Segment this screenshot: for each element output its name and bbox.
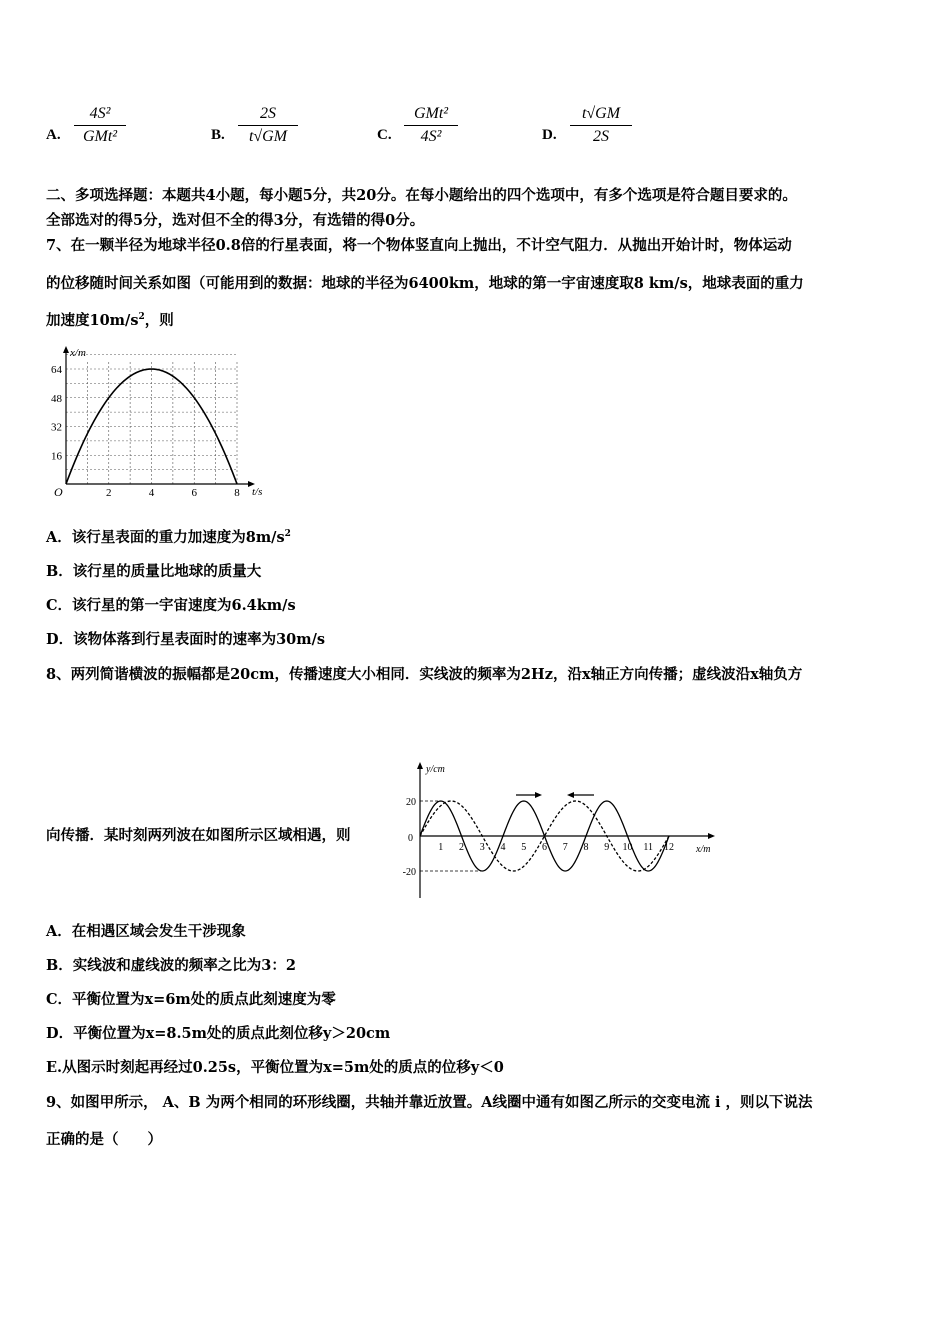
q7-chart-xlabel: t/s	[252, 486, 263, 498]
q6-option-a-denominator: GMt²	[82, 128, 118, 145]
q7-option-a-sup: 2	[284, 529, 291, 539]
x-tick-label: 3	[479, 842, 485, 853]
q8-option-a: A．在相遇区域会发生干涉现象	[46, 923, 246, 940]
x-tick-label: 10	[622, 842, 633, 853]
x-tick-label: 12	[664, 842, 674, 853]
q6-option-d-label: D.	[542, 127, 557, 143]
q6-option-c-denominator: 4S²	[420, 128, 442, 145]
q8-chart-axes	[403, 762, 715, 898]
x-tick-label: 8	[583, 842, 589, 853]
q8-chart-origin: 0	[408, 833, 413, 844]
q7-chart-origin: O	[54, 485, 63, 499]
q6-option-b-label: B.	[211, 127, 225, 143]
q6-option-b-denominator: t√GM	[248, 128, 288, 145]
y-axis-arrow-icon	[63, 346, 69, 353]
arrow-right-head-icon	[535, 792, 542, 798]
q6-option-a-fraction	[74, 104, 126, 147]
q7-xt-chart	[40, 340, 280, 505]
x-tick-label: 1	[438, 842, 444, 853]
q7-option-c: C．该行星的第一宇宙速度为6.4km/s	[46, 597, 296, 614]
section2-heading-line2: 全部选对的得5分，选对但不全的得3分，有选错的得0分。	[46, 212, 425, 229]
y-tick-label: 16	[51, 450, 62, 463]
x-tick-label: 9	[604, 842, 610, 853]
x-tick-label: 8	[234, 487, 240, 499]
q9-text-line1: 9、如图甲所示， A、B 为两个相同的环形线圈，共轴并靠近放置。A线圈中通有如图乙所示的交变电流 i ，则以下说法	[46, 1094, 813, 1111]
x-tick-label: 6	[542, 842, 547, 853]
q8-chart-xlabel: x/m	[696, 844, 711, 855]
q6-option-a-numerator: 4S²	[89, 105, 111, 122]
q7-option-d: D．该物体落到行星表面时的速率为30m/s	[46, 631, 326, 648]
q7-option-a-text: A．该行星表面的重力加速度为8m/s	[46, 529, 285, 546]
q7-line3-text: 加速度10m/s	[46, 312, 139, 329]
x-tick-label: 2	[459, 842, 464, 853]
q7-line3-sup: 2	[138, 312, 145, 322]
q6-option-c-numerator: GMt²	[413, 105, 449, 122]
q8-text-line2: 向传播．某时刻两列波在如图所示区域相遇，则	[46, 827, 351, 844]
q8-wave-chart	[396, 758, 726, 900]
y-axis-arrow-icon	[417, 762, 423, 769]
y-tick-label: 48	[51, 392, 62, 405]
q8-chart-ylabel: y/cm	[426, 764, 445, 775]
y-tick-label: 20	[406, 797, 416, 808]
q7-line3-tail: ，则	[144, 312, 174, 329]
q6-option-c-label: C.	[377, 127, 392, 143]
x-tick-label: 2	[106, 487, 112, 499]
q7-chart-grid	[66, 355, 237, 484]
q8-text-line1: 8、两列简谐横波的振幅都是20cm，传播速度大小相同．实线波的频率为2Hz，沿x轴正方向传播；虚线波沿x轴负方	[46, 666, 803, 683]
x-tick-label: 7	[562, 842, 568, 853]
q6-option-d-denominator: 2S	[593, 128, 609, 145]
q6-option-a-label: A.	[46, 127, 61, 143]
q8-option-d: D．平衡位置为x=8.5m处的质点此刻位移y＞20cm	[46, 1025, 391, 1042]
q6-option-c-fraction	[404, 104, 458, 147]
x-tick-label: 4	[148, 487, 155, 499]
q6-option-d-numerator: t√GM	[581, 105, 621, 122]
y-tick-label: 32	[51, 421, 62, 434]
q6-option-d-fraction	[570, 104, 632, 147]
q7-option-a	[46, 528, 291, 548]
q8-direction-arrows	[516, 792, 594, 798]
q8-option-e: E.从图示时刻起再经过0.25s，平衡位置为x=5m处的质点的位移y＜0	[46, 1059, 504, 1076]
q7-text-line1: 7、在一颗半径为地球半径0.8倍的行星表面，将一个物体竖直向上抛出，不计空气阻力．从抛出开始计时，物体运动	[46, 237, 792, 254]
q7-text-line2: 的位移随时间关系如图（可能用到的数据：地球的半径为6400km，地球的第一宇宙速度取8 km/s，地球表面的重力	[46, 275, 804, 292]
x-tick-label: 4	[500, 842, 506, 853]
q7-text-line3	[46, 311, 174, 331]
q8-option-b: B．实线波和虚线波的频率之比为3：2	[46, 957, 296, 974]
q6-option-b-fraction	[238, 104, 298, 147]
x-tick-label: 11	[643, 842, 654, 853]
q7-chart-ylabel: x/m	[70, 347, 86, 359]
x-tick-label: 5	[521, 842, 527, 853]
q7-option-b: B．该行星的质量比地球的质量大	[46, 563, 262, 580]
q8-option-c: C．平衡位置为x=6m处的质点此刻速度为零	[46, 991, 336, 1008]
arrow-left-head-icon	[567, 792, 574, 798]
q6-option-b-numerator: 2S	[260, 105, 276, 122]
y-tick-label: -20	[402, 867, 416, 878]
section2-heading-line1: 二、多项选择题：本题共4小题，每小题5分，共20分。在每小题给出的四个选项中，有多个选项是符合题目要求的。	[46, 187, 797, 204]
y-tick-label: 64	[51, 364, 62, 376]
x-axis-arrow-icon	[708, 833, 715, 839]
q9-text-line2: 正确的是（ ）	[46, 1131, 162, 1148]
x-tick-label: 6	[191, 487, 197, 499]
